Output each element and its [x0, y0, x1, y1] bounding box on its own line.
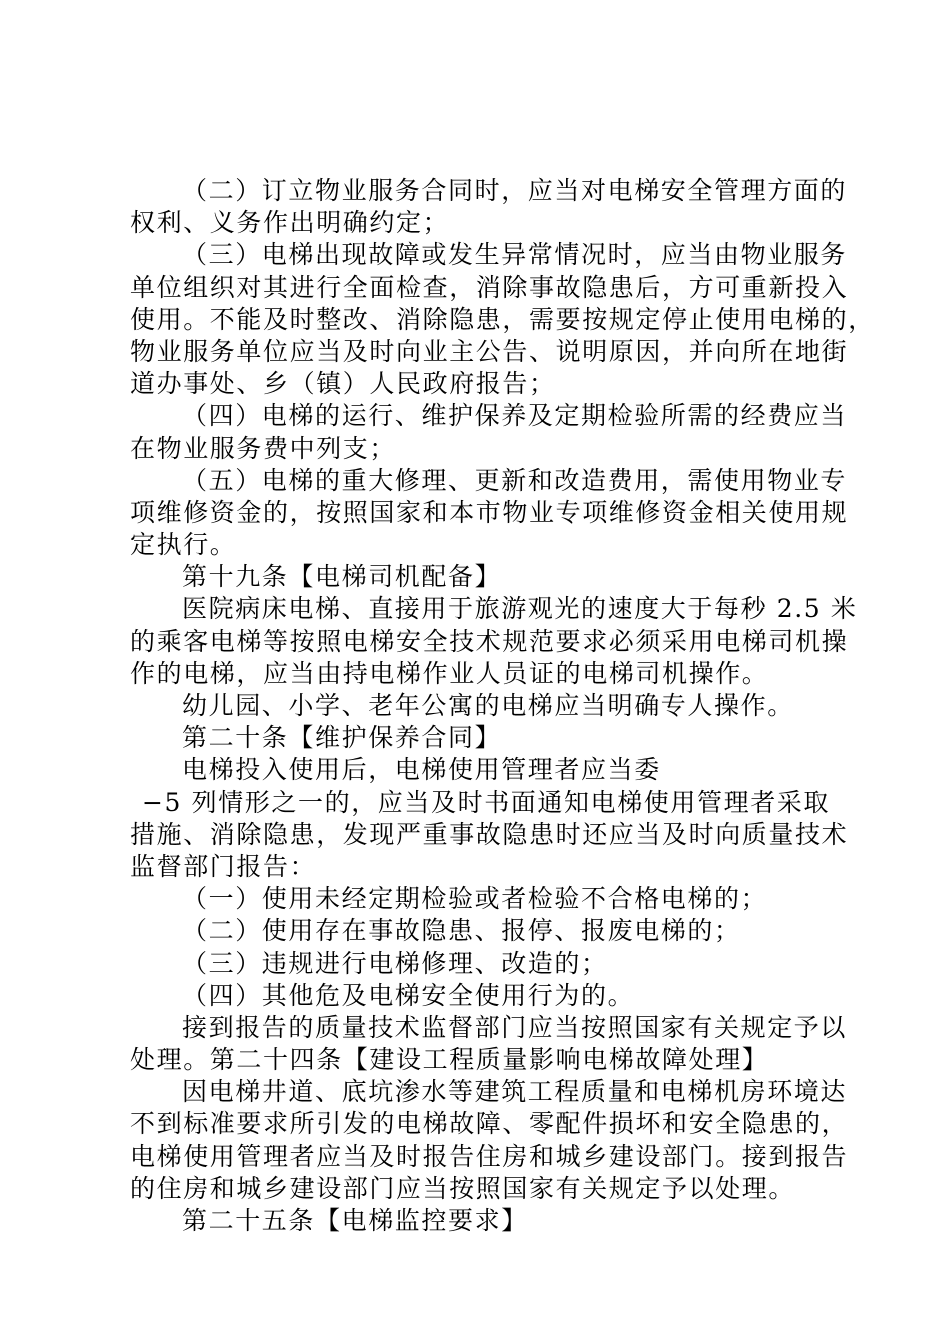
text-line: 定执行。: [130, 530, 237, 560]
text-line: 不到标准要求所引发的电梯故障、零配件损坏和安全隐患的，: [130, 1109, 849, 1139]
list-item: （一）使用未经定期检验或者检验不合格电梯的；: [182, 884, 768, 914]
text-line: 单位组织对其进行全面检查，消除事故隐患后，方可重新投入: [130, 272, 849, 302]
text-line: （五）电梯的重大修理、更新和改造费用，需使用物业专: [182, 465, 848, 495]
text-line: 作的电梯，应当由持电梯作业人员证的电梯司机操作。: [130, 658, 769, 688]
list-item: （二）使用存在事故隐患、报停、报废电梯的；: [182, 916, 741, 946]
document-body: [130, 175, 875, 1237]
text-line: （三）电梯出现故障或发生异常情况时，应当由物业服务: [182, 240, 848, 270]
text-line: 医院病床电梯、直接用于旅游观光的速度大于每秒 2.5 米: [182, 594, 858, 624]
text-line: 的乘客电梯等按照电梯安全技术规范要求必须采用电梯司机操: [130, 626, 849, 656]
article-heading: 第二十条【维护保养合同】: [182, 723, 502, 753]
text-line: 项维修资金的，按照国家和本市物业专项维修资金相关使用规: [130, 497, 849, 527]
text-line: 处理。第二十四条【建设工程质量影响电梯故障处理】: [130, 1045, 769, 1075]
list-item: （三）违规进行电梯修理、改造的；: [182, 948, 608, 978]
text-line: 物业服务单位应当及时向业主公告、说明原因，并向所在地街: [130, 336, 849, 366]
text-line: 因电梯井道、底坑渗水等建筑工程质量和电梯机房环境达: [182, 1077, 848, 1107]
text-line: 道办事处、乡（镇）人民政府报告；: [130, 369, 556, 399]
text-line: （二）订立物业服务合同时，应当对电梯安全管理方面的: [182, 176, 848, 205]
text-line: 使用。不能及时整改、消除隐患，需要按规定停止使用电梯的，: [130, 304, 875, 334]
text-line: 电梯使用管理者应当及时报告住房和城乡建设部门。接到报告: [130, 1141, 849, 1171]
text-line: 监督部门报告：: [130, 851, 317, 881]
text-line: 的住房和城乡建设部门应当按照国家有关规定予以处理。: [130, 1173, 796, 1203]
text-line: 在物业服务费中列支；: [130, 433, 397, 463]
article-heading: 第十九条【电梯司机配备】: [182, 562, 502, 592]
text-line: 权利、义务作出明确约定；: [130, 208, 450, 238]
text-line: 措施、消除隐患，发现严重事故隐患时还应当及时向质量技术: [130, 819, 849, 849]
text-line: （四）电梯的运行、维护保养及定期检验所需的经费应当: [182, 401, 848, 431]
text-line: 接到报告的质量技术监督部门应当按照国家有关规定予以: [182, 1012, 848, 1042]
article-heading: 第二十五条【电梯监控要求】: [182, 1206, 528, 1235]
text-line: 幼儿园、小学、老年公寓的电梯应当明确专人操作。: [182, 691, 794, 720]
text-line: 电梯投入使用后，电梯使用管理者应当委: [182, 755, 661, 785]
text-line: −5 列情形之一的，应当及时书面通知电梯使用管理者采取: [142, 787, 831, 817]
list-item: （四）其他危及电梯安全使用行为的。: [182, 980, 635, 1010]
